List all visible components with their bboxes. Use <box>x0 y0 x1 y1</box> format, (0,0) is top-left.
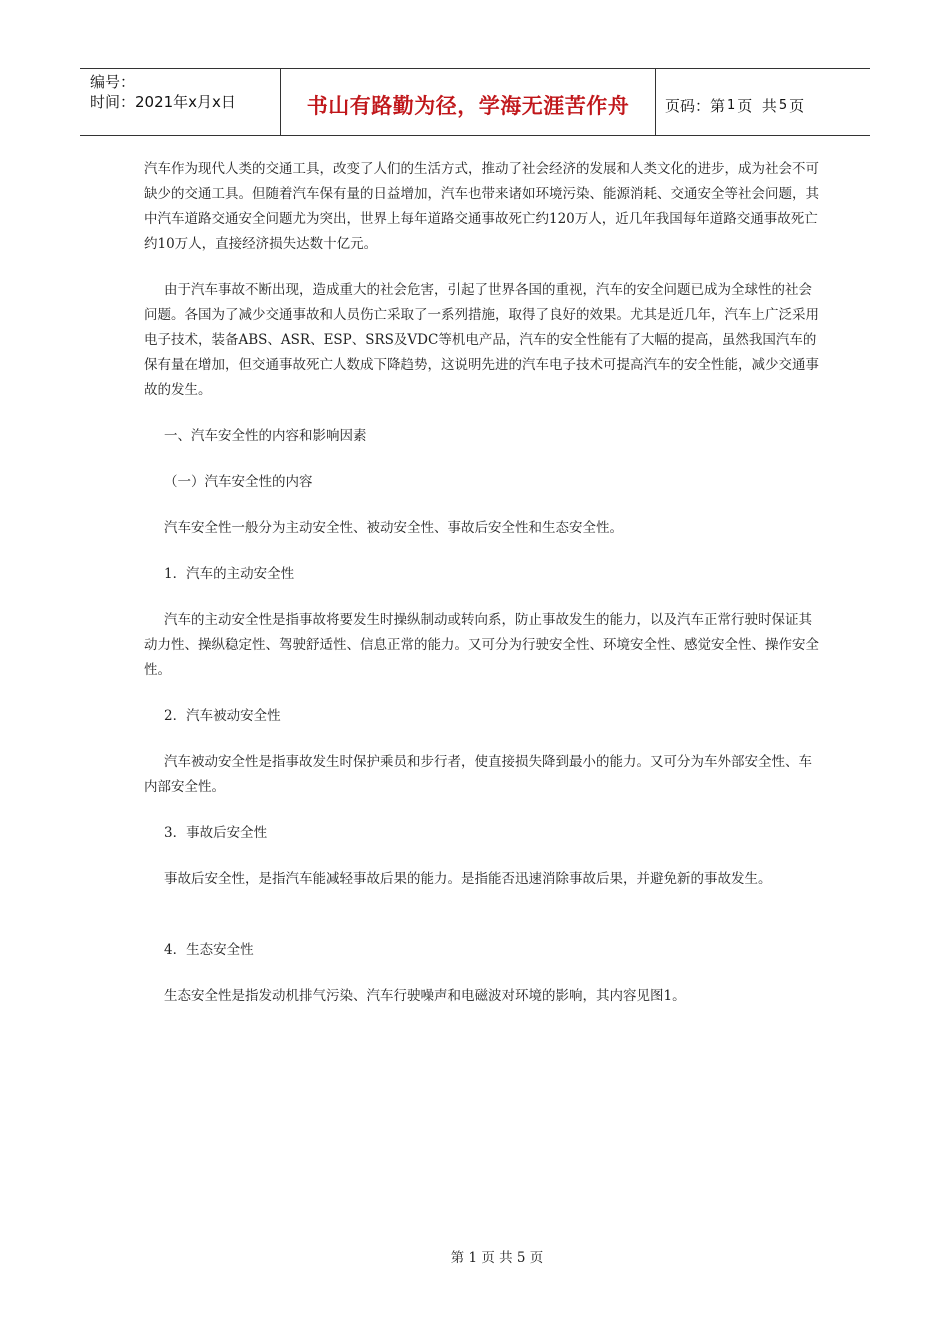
paragraph-accidents: 由于汽车事故不断出现，造成重大的社会危害，引起了世界各国的重视，汽车的安全问题已成为全球性的社会问题。各国为了减少交通事故和人员伤亡采取了一系列措施，取得了良好的效果。尤其是近几年，汽车上广泛采用电子技术，装备ABS、ASR、ESP、SRS及VDC等机电产品，汽车的安全性能有了大幅的提高，虽然我国汽车的保有量在增加，但交通事故死亡人数成下降趋势，这说明先进的汽车电子技术可提高汽车的安全性能，减少交通事故的发生。 <box>144 282 819 398</box>
page-label-prefix: 页码：第 <box>665 96 726 115</box>
subsection-heading-1: （一）汽车安全性的内容 <box>164 474 313 490</box>
item-heading-passive-safety: 2．汽车被动安全性 <box>164 708 281 724</box>
paragraph-safety-types: 汽车安全性一般分为主动安全性、被动安全性、事故后安全性和生态安全性。 <box>164 520 623 536</box>
page-footer: 第 1 页 共 5 页 <box>450 1250 544 1266</box>
item-heading-post-accident-safety: 3．事故后安全性 <box>164 825 268 841</box>
section-heading-1: 一、汽车安全性的内容和影响因素 <box>164 428 367 444</box>
item-heading-ecological-safety: 4．生态安全性 <box>164 942 254 958</box>
code-label: 编号： <box>90 73 136 91</box>
page-current: 1 <box>727 97 736 113</box>
item-heading-active-safety: 1．汽车的主动安全性 <box>164 566 295 582</box>
page-label-suffix: 页 <box>789 96 805 115</box>
paragraph-intro: 汽车作为现代人类的交通工具，改变了人们的生活方式，推动了社会经济的发展和人类文化的进步，成为社会不可缺少的交通工具。但随着汽车保有量的日益增加，汽车也带来诸如环境污染、能源消耗、交通安全等社会问题，其中汽车道路交通安全问题尤为突出，世界上每年道路交通事故死亡约120万人，近几年我国每年道路交通事故死亡约10万人，直接经济损失达数十亿元。 <box>144 161 819 252</box>
header-info-cell <box>80 69 281 135</box>
paragraph-passive-safety: 汽车被动安全性是指事故发生时保护乘员和步行者，使直接损失降到最小的能力。又可分为车外部安全性、车内部安全性。 <box>144 754 812 795</box>
paragraph-ecological-safety: 生态安全性是指发动机排气污染、汽车行驶噪声和电磁波对环境的影响，其内容见图1。 <box>164 988 686 1004</box>
time-label: 时间：2021年x月x日 <box>90 93 236 111</box>
document-body <box>144 157 820 1009</box>
page-label-mid: 页 共 <box>737 96 777 115</box>
paragraph-active-safety: 汽车的主动安全性是指事故将要发生时操纵制动或转向系，防止事故发生的能力，以及汽车正常行驶时保证其动力性、操纵稳定性、驾驶舒适性、信息正常的能力。又可分为行驶安全性、环境安全性、感觉安全性、操作安全性。 <box>144 612 819 678</box>
page-header-table <box>80 68 870 136</box>
paragraph-post-accident-safety: 事故后安全性，是指汽车能减轻事故后果的能力。是指能否迅速消除事故后果，并避免新的事故发生。 <box>164 871 772 887</box>
header-page-number <box>656 69 870 135</box>
page-total: 5 <box>778 97 788 113</box>
header-motto: 书山有路勤为径，学海无涯苦作舟 <box>281 69 656 135</box>
